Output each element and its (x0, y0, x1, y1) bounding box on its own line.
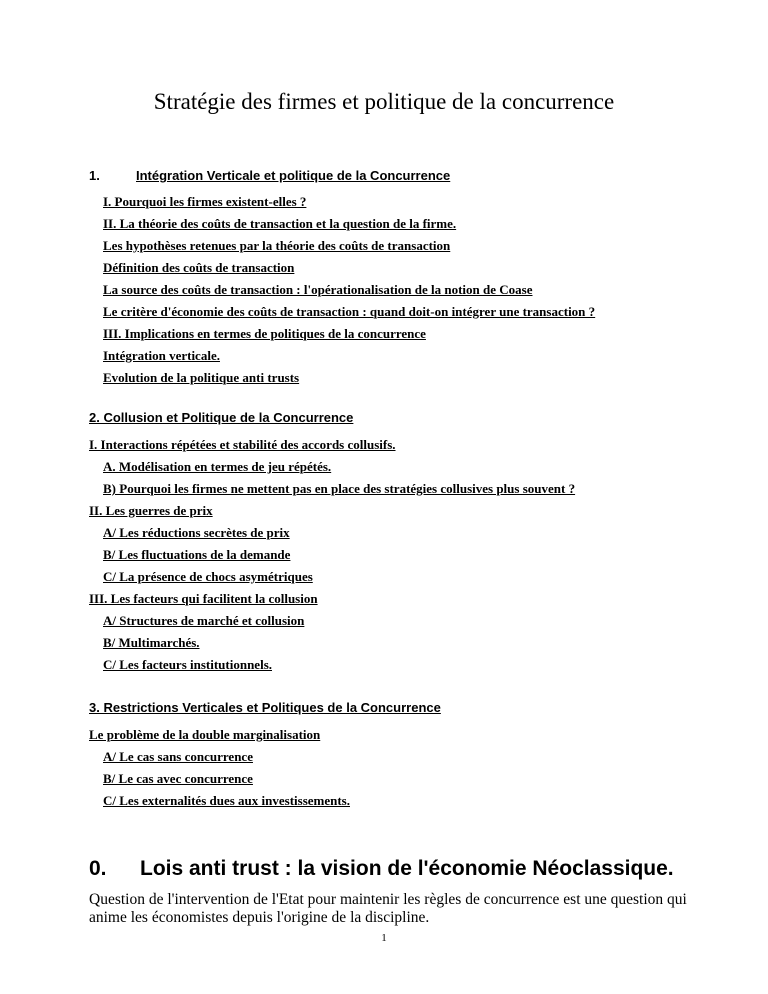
toc-item[interactable]: III. Les facteurs qui facilitent la collusion (89, 591, 318, 606)
toc-item[interactable]: B/ Multimarchés. (103, 635, 200, 650)
toc-item[interactable]: III. Implications en termes de politiques de la concurrence (103, 326, 426, 341)
toc-item[interactable]: Le problème de la double marginalisation (89, 727, 321, 742)
toc-item[interactable]: B) Pourquoi les firmes ne mettent pas en place des stratégies collusives plus souvent ? (103, 481, 576, 496)
toc-item[interactable]: I. Interactions répétées et stabilité des accords collusifs. (89, 437, 396, 452)
toc-item[interactable]: C/ Les externalités dues aux investissements. (103, 793, 350, 808)
section-0-number: 0. (89, 857, 107, 880)
document-title: Stratégie des firmes et politique de la concurrence (153, 89, 615, 114)
toc-item[interactable]: Intégration verticale. (103, 348, 220, 363)
toc-item[interactable]: C/ La présence de chocs asymétriques (103, 569, 313, 584)
section-1-title: Intégration Verticale et politique de la Concurrence (136, 168, 451, 183)
toc-item[interactable]: Evolution de la politique anti trusts (103, 370, 300, 385)
toc-item[interactable]: A/ Les réductions secrètes de prix (103, 525, 290, 540)
section-1-number: 1. (89, 168, 100, 183)
page-number: 1 (381, 932, 387, 944)
toc-item[interactable]: I. Pourquoi les firmes existent-elles ? (103, 194, 307, 209)
toc-item[interactable]: A. Modélisation en termes de jeu répétés. (103, 459, 332, 474)
section-3-heading[interactable]: 3. Restrictions Verticales et Politiques de la Concurrence (89, 700, 441, 715)
toc-item[interactable]: Les hypothèses retenues par la théorie des coûts de transaction (103, 238, 451, 253)
toc-item[interactable]: La source des coûts de transaction : l'opérationalisation de la notion de Coase (103, 282, 533, 297)
toc-item[interactable]: B/ Le cas avec concurrence (103, 771, 253, 786)
toc-item[interactable]: Le critère d'économie des coûts de transaction : quand doit-on intégrer une transaction ? (103, 304, 596, 319)
section-1-heading[interactable] (89, 168, 450, 183)
toc-item[interactable]: A/ Structures de marché et collusion (103, 613, 305, 628)
toc-item[interactable]: II. La théorie des coûts de transaction et la question de la firme. (103, 216, 457, 231)
section-2-heading[interactable]: 2. Collusion et Politique de la Concurrence (89, 410, 354, 425)
toc-item[interactable]: II. Les guerres de prix (89, 503, 213, 518)
toc-item[interactable]: Définition des coûts de transaction (103, 260, 295, 275)
section-0-title: Lois anti trust : la vision de l'économie Néoclassique. (140, 857, 674, 880)
toc-item[interactable]: A/ Le cas sans concurrence (103, 749, 253, 764)
body-paragraph: Question de l'intervention de l'Etat pour maintenir les règles de concurrence est une question qui anime les économistes depuis l'origine de la discipline. (89, 891, 687, 926)
toc-item[interactable]: C/ Les facteurs institutionnels. (103, 657, 272, 672)
toc-item[interactable]: B/ Les fluctuations de la demande (103, 547, 291, 562)
section-0-heading (89, 857, 674, 881)
